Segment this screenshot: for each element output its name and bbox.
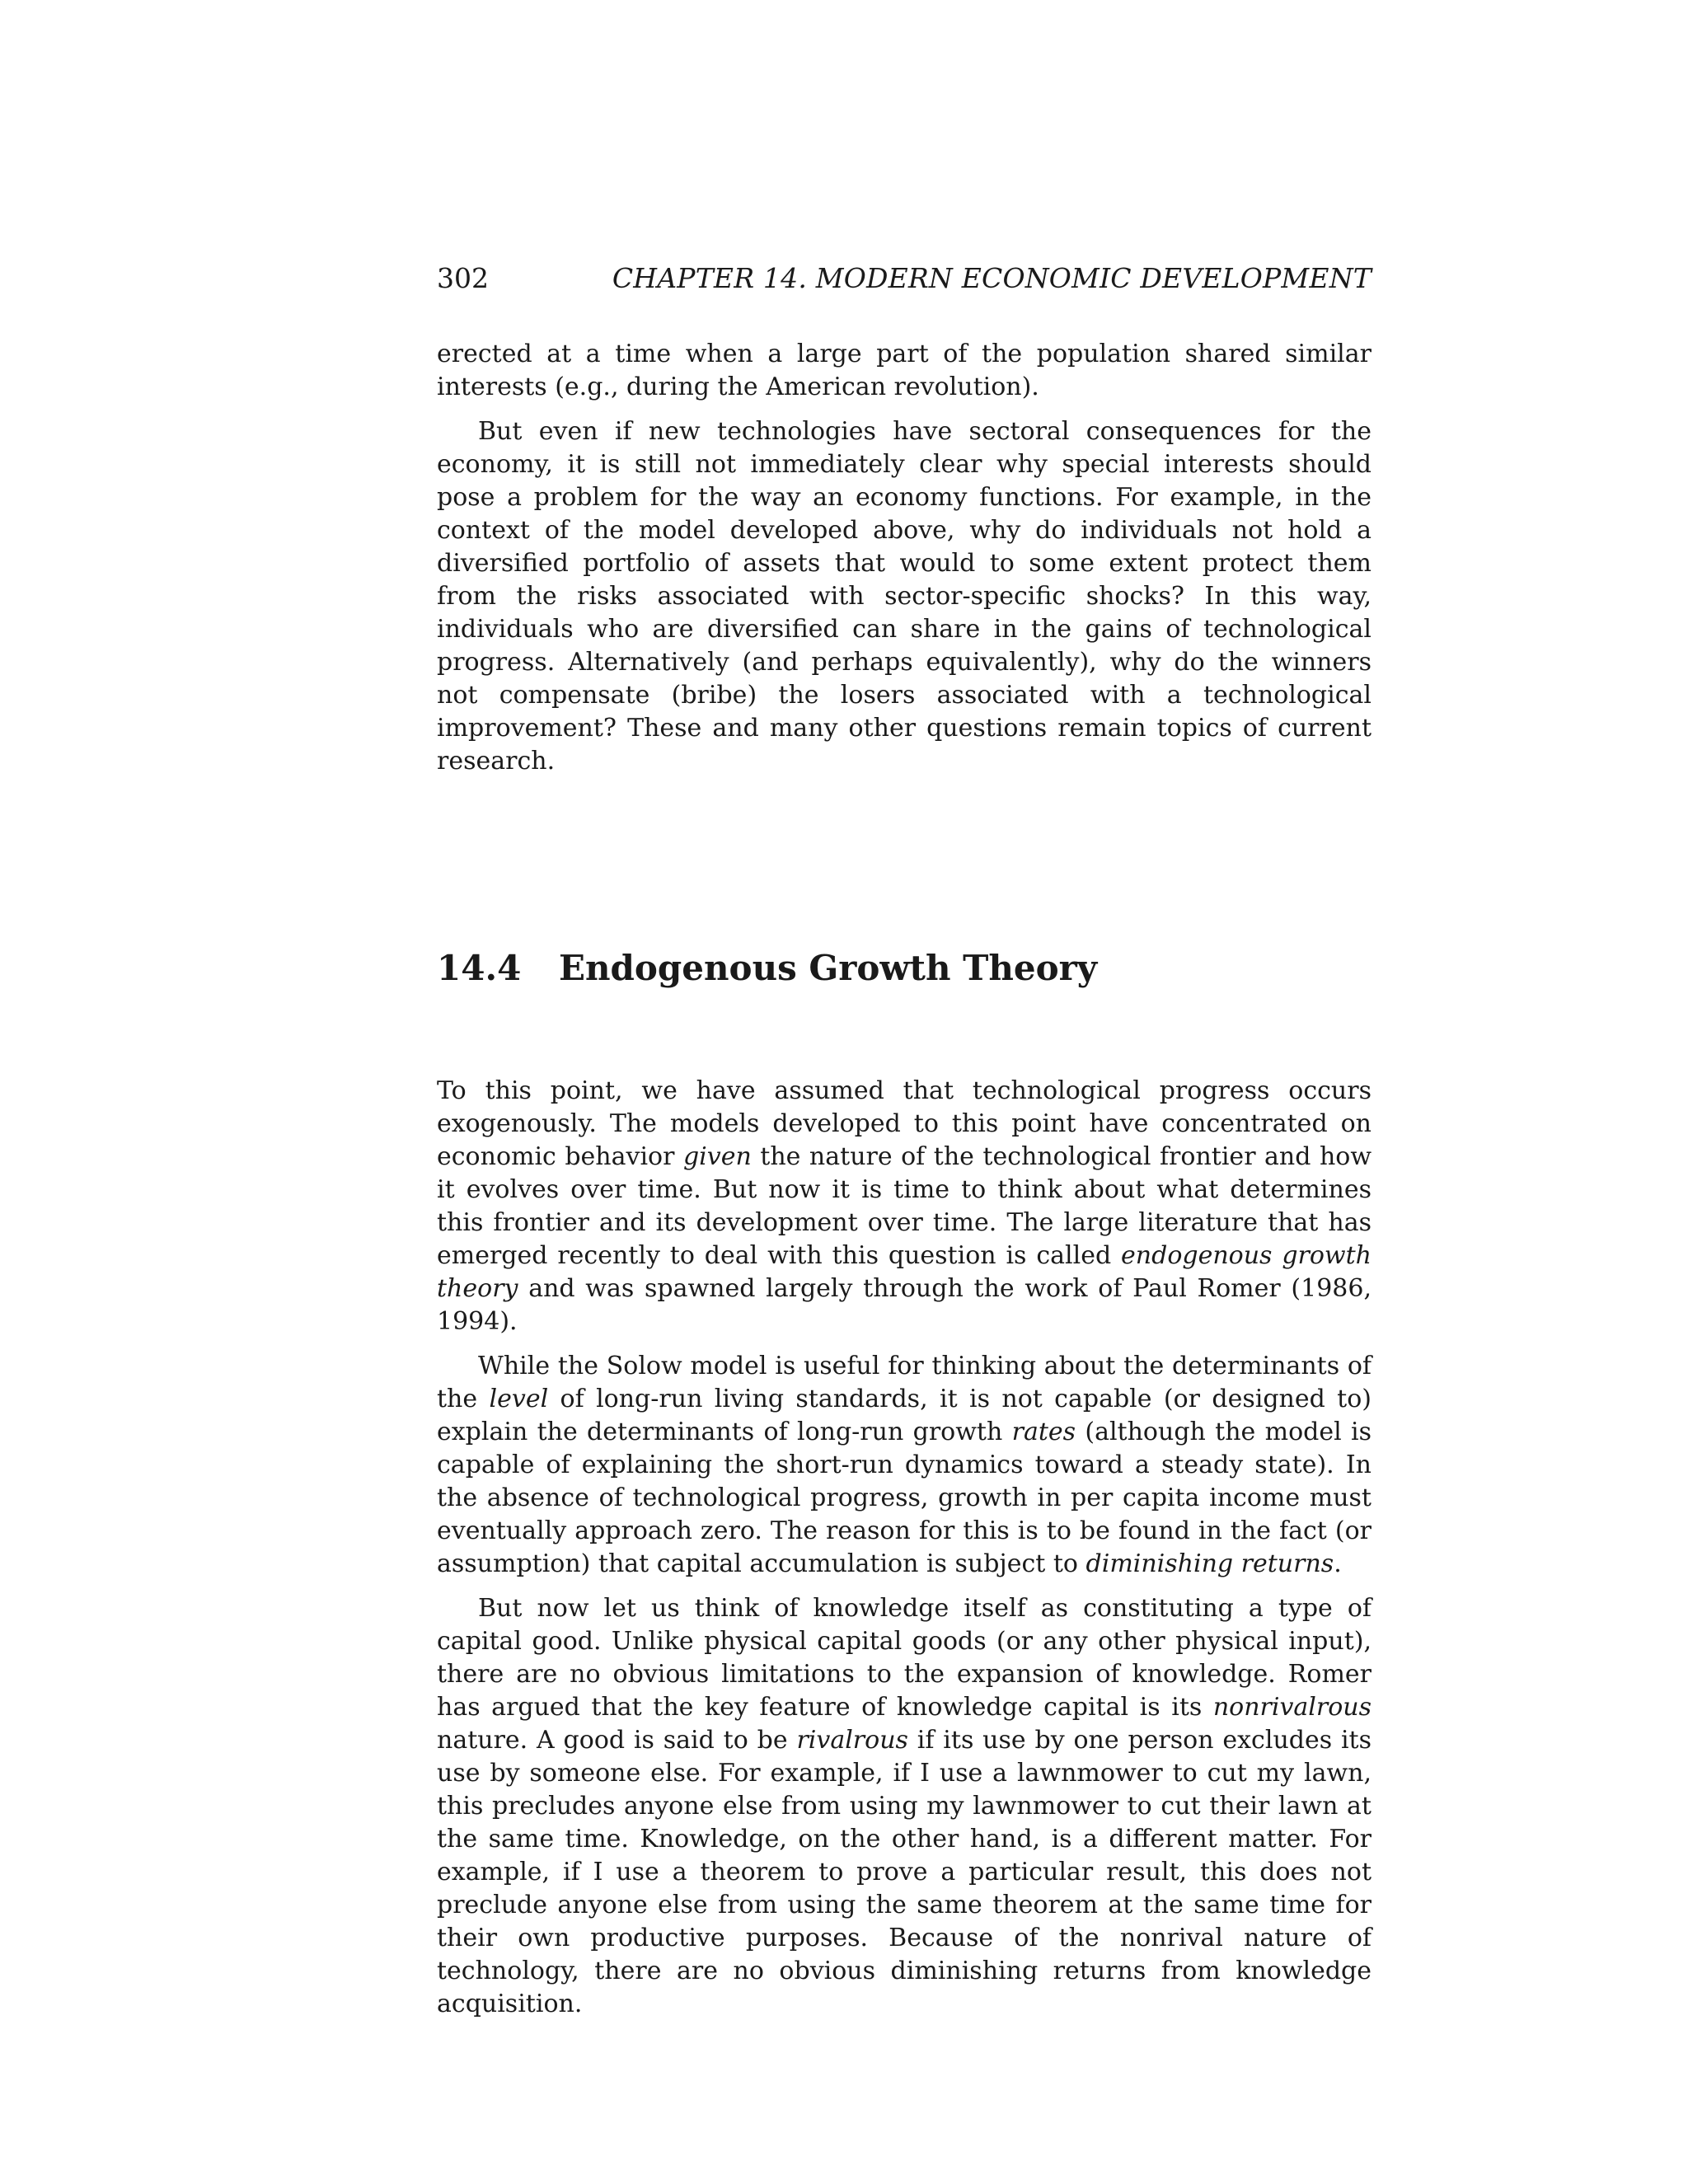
- text-run: of long-run living standards, it is not capable (or designed to) explain the determinants of long-run growth: [437, 1385, 1372, 1446]
- paragraph-solow-model: [437, 1350, 1372, 1581]
- text-run: To this point, we have assumed that technological progress occurs exogenously. The models developed to this point have concentrated on economic behavior: [437, 1076, 1372, 1171]
- text-run: While the Solow model is useful for thinking about the determinants of the: [437, 1352, 1372, 1413]
- document-page: [437, 262, 1372, 2021]
- emphasis-endogenous-growth-theory: endogenous growth theory: [437, 1241, 1372, 1303]
- emphasis-diminishing-returns: diminishing returns: [1085, 1549, 1334, 1578]
- section-heading: [437, 948, 1372, 989]
- page-number: 302: [437, 262, 489, 294]
- text-run: and was spawned largely through the work of Paul Romer (1986, 1994).: [437, 1274, 1372, 1336]
- emphasis-rivalrous: rivalrous: [796, 1726, 908, 1755]
- emphasis-given: given: [682, 1142, 752, 1171]
- paragraph-exogenous-progress: [437, 1075, 1372, 1338]
- section-number: 14.4: [437, 948, 522, 988]
- text-run: nature. A good is said to be: [437, 1726, 797, 1755]
- running-header: [437, 262, 1372, 295]
- running-title: CHAPTER 14. MODERN ECONOMIC DEVELOPMENT: [612, 262, 1372, 294]
- paragraph-knowledge-capital: [437, 1592, 1372, 2021]
- emphasis-level: level: [489, 1385, 549, 1413]
- emphasis-nonrivalrous: nonrivalrous: [1212, 1693, 1372, 1722]
- emphasis-rates: rates: [1011, 1418, 1076, 1446]
- text-run: if its use by one person excludes its use by someone else. For example, if I use a lawnmower to cut my lawn, this precludes anyone else from using my lawnmower to cut their lawn at the same time. Knowledge, on the other hand, is a different matter. For example, if I use a theorem to prove a particular result, this does not preclude anyone else from using the same theorem at the same time for their own productive purposes. Because of the nonrival nature of technology, there are no obvious diminishing returns from knowledge acquisition.: [437, 1726, 1372, 2018]
- paragraph-special-interests: But even if new technologies have sectoral consequences for the economy, it is still not immediately clear why special interests should pose a problem for the way an economy functions. For example, in the context of the model developed above, why do individuals not hold a diversified portfolio of assets that would to some extent protect them from the risks associated with sector-specific shocks? In this way, individuals who are diversified can share in the gains of technological progress. Alternatively (and perhaps equivalently), why do the winners not compensate (bribe) the losers associated with a technological improvement? These and many other questions remain topics of current research.: [437, 417, 1372, 776]
- text-run: .: [1334, 1549, 1342, 1578]
- section-title: Endogenous Growth Theory: [559, 948, 1098, 988]
- text-run: But now let us think of knowledge itself as constituting a type of capital good. Unlike physical capital goods (or any other physical input), there are no obvious limitations to the expansion of knowledge. Romer has argued that the key feature of knowledge capital is its: [437, 1594, 1372, 1722]
- paragraph-continued: erected at a time when a large part of the population shared similar interests (e.g., during the American revolution).: [437, 340, 1372, 401]
- text-run: (although the model is capable of explaining the short-run dynamics toward a steady state). In the absence of technological progress, growth in per capita income must eventually approach zero. The reason for this is to be found in the fact (or assumption) that capital accumulation is subject to: [437, 1418, 1372, 1578]
- text-run: the nature of the technological frontier and how it evolves over time. But now it is time to think about what determines this frontier and its development over time. The large literature that has emerged recently to deal with this question is called: [437, 1142, 1372, 1270]
